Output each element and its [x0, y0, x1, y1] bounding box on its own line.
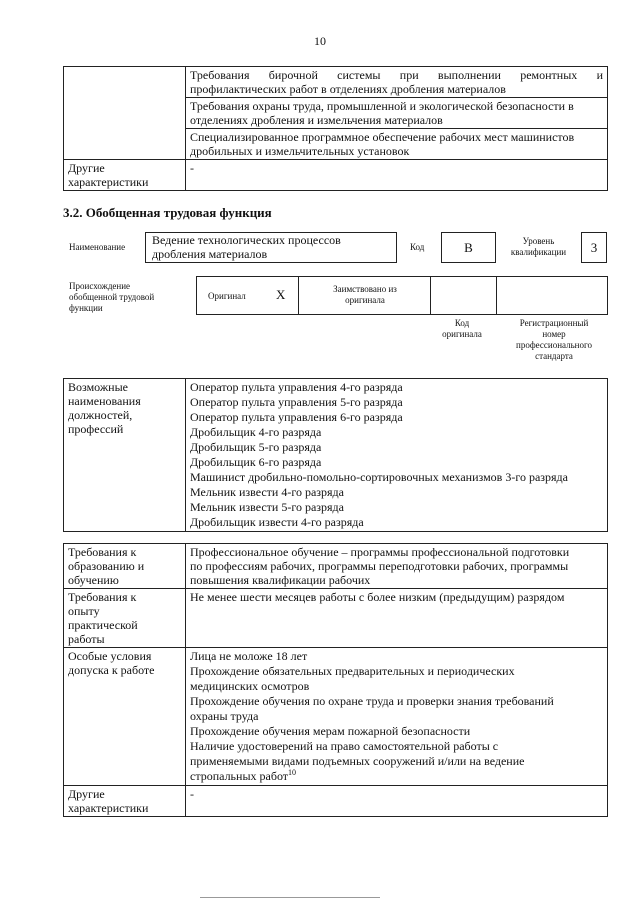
cell-text: Лица не моложе 18 лет	[190, 649, 308, 663]
label-text: характеристики	[68, 801, 149, 815]
original-mark: X	[276, 287, 286, 302]
label-text: Возможные	[68, 380, 128, 394]
row-label	[64, 379, 186, 532]
naming-label: Наименование	[69, 242, 126, 252]
label-text: допуска к работе	[68, 663, 155, 677]
footnote-ref: 10	[288, 768, 297, 777]
row-label	[64, 786, 186, 817]
list-item: Мельник извести 5-го разряда	[190, 500, 344, 514]
label-text: работы	[68, 632, 105, 646]
requirements-table	[63, 543, 608, 817]
table-cell: -	[186, 786, 608, 817]
table-row	[64, 786, 608, 817]
label-text: обучению	[68, 573, 119, 587]
row-label	[64, 648, 186, 786]
label-text: профессий	[68, 422, 124, 436]
divider	[496, 277, 497, 314]
caption-text: оригинала	[442, 329, 482, 339]
borrowed-label	[301, 284, 429, 306]
origin-label-text: обобщенной трудовой	[69, 292, 155, 302]
naming-value-text: Ведение технологических процессов	[152, 233, 341, 247]
caption-text: стандарта	[535, 351, 573, 361]
label-text: наименования	[68, 394, 141, 408]
code-label: Код	[410, 242, 425, 252]
table-cell-empty	[64, 67, 186, 160]
cell-text: дробильных и измельчительных установок	[190, 144, 410, 158]
divider	[298, 277, 299, 314]
origin-label-text: Происхождение	[69, 281, 131, 291]
label-text: Особые условия	[68, 649, 152, 663]
level-value-box: 3	[581, 232, 607, 263]
table-cell	[186, 648, 608, 786]
level-label-text: квалификации	[510, 247, 567, 257]
list-item: Дробильщик 5-го разряда	[190, 440, 322, 454]
divider	[430, 277, 431, 314]
caption-text: номер	[542, 329, 566, 339]
caption-text: Код	[454, 318, 470, 328]
list-item: Машинист дробильно-помольно-сортировочных механизмов 3-го разряда	[190, 470, 568, 484]
caption-text: Регистрационный	[519, 318, 589, 328]
code-value-box: B	[441, 232, 496, 263]
section-heading: 3.2. Обобщенная трудовая функция	[63, 205, 272, 220]
table-cell	[186, 67, 608, 98]
caption-text: профессионального	[516, 340, 592, 350]
code-original-caption	[427, 318, 497, 340]
cell-text-with-footnote	[190, 769, 603, 784]
cell-text: стропальных работ	[190, 769, 289, 783]
cell-text: Профессиональное обучение – программы профессиональной подготовки	[190, 545, 570, 559]
origin-label	[69, 281, 154, 314]
row-label	[64, 589, 186, 648]
table-row	[64, 544, 608, 589]
label-text: Требования к	[68, 590, 137, 604]
cell-text: Требования охраны труда, промышленной и экологической безопасности в	[190, 99, 574, 113]
cell-text: применяемыми видами подъемных сооружений и/или на ведение	[190, 754, 525, 768]
row-label	[64, 544, 186, 589]
original-label: Оригинал	[208, 291, 246, 301]
table-cell	[186, 379, 608, 532]
list-item: Оператор пульта управления 5-го разряда	[190, 395, 403, 409]
table-cell: Не менее шести месяцев работы с более низким (предыдущим) разрядом	[186, 589, 608, 648]
table-row	[64, 648, 608, 786]
origin-table	[196, 276, 608, 315]
origin-label-text: функции	[69, 303, 103, 313]
page-number: 10	[314, 34, 326, 48]
list-item: Дробильщик 6-го разряда	[190, 455, 322, 469]
naming-value-text: дробления материалов	[152, 247, 268, 261]
cell-text: повышения квалификации рабочих	[190, 573, 371, 587]
scan-edge-line	[200, 897, 380, 898]
table-cell	[186, 129, 608, 160]
borrowed-label-text: Заимствовано из	[333, 284, 397, 294]
table-cell: -	[186, 160, 608, 191]
cell-text: отделениях дробления и измельчения материалов	[190, 113, 443, 127]
cell-text: Прохождение обучения мерам пожарной безопасности	[190, 724, 471, 738]
row-label	[64, 160, 186, 191]
reg-number-caption	[500, 318, 608, 362]
label-text: образованию и	[68, 559, 145, 573]
cell-text: Наличие удостоверений на право самостоятельной работы с	[190, 739, 499, 753]
table-cell	[186, 98, 608, 129]
list-item: Мельник извести 4-го разряда	[190, 485, 344, 499]
naming-value-box	[145, 232, 397, 263]
table-row	[64, 67, 608, 98]
table-row	[64, 160, 608, 191]
label-text: характеристики	[68, 175, 149, 189]
cell-text: по профессиям рабочих, программы переподготовки рабочих, программы	[190, 559, 569, 573]
top-characteristics-table	[63, 66, 608, 191]
cell-text: Прохождение обязательных предварительных и периодических	[190, 664, 515, 678]
list-item: Оператор пульта управления 6-го разряда	[190, 410, 403, 424]
list-item: Дробильщик 4-го разряда	[190, 425, 322, 439]
label-text: практической	[68, 618, 138, 632]
cell-text: Специализированное программное обеспечение рабочих мест машинистов	[190, 130, 575, 144]
table-row	[64, 379, 608, 532]
cell-text: Требования бирочной системы при выполнении ремонтных и	[190, 68, 603, 82]
list-item: Дробильщик извести 4-го разряда	[190, 515, 364, 529]
cell-text: медицинских осмотров	[190, 679, 310, 693]
cell-text: Прохождение обучения по охране труда и проверки знания требований	[190, 694, 554, 708]
label-text: Другие	[68, 787, 105, 801]
label-text: должностей,	[68, 408, 133, 422]
level-label	[506, 236, 571, 258]
label-text: опыту	[68, 604, 100, 618]
list-item: Оператор пульта управления 4-го разряда	[190, 380, 403, 394]
label-text: Другие	[68, 161, 105, 175]
level-label-text: Уровень	[522, 236, 555, 246]
cell-text: профилактических работ в отделениях дробления материалов	[190, 82, 506, 96]
cell-text: охраны труда	[190, 709, 259, 723]
table-cell	[186, 544, 608, 589]
borrowed-label-text: оригинала	[345, 295, 385, 305]
table-row	[64, 589, 608, 648]
label-text: Требования к	[68, 545, 137, 559]
positions-table	[63, 378, 608, 532]
